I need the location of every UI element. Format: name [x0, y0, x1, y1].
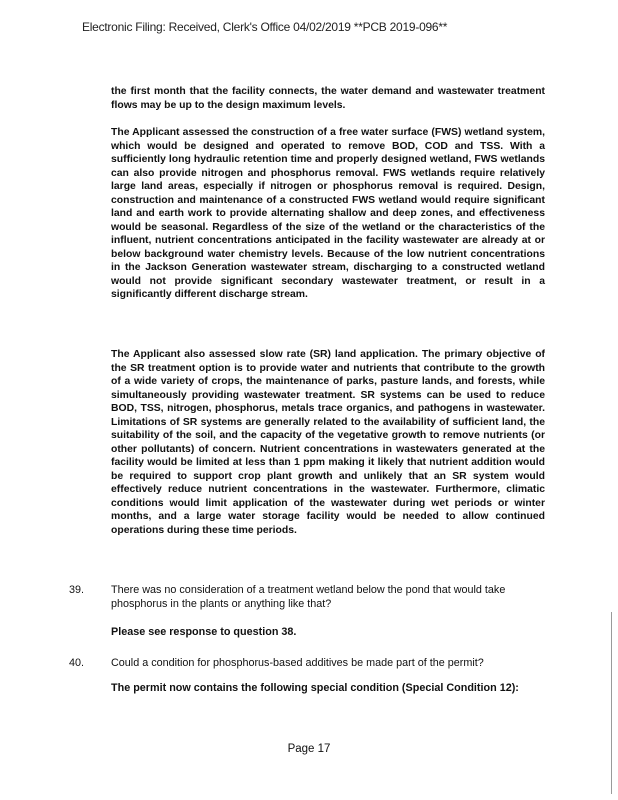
- page-number: Page 17: [287, 743, 331, 755]
- question-39-text: There was no consideration of a treatment wetland below the pond that would take phosphorus in the plants or anything like that?: [111, 584, 506, 610]
- question-40-text: Could a condition for phosphorus-based additives be made part of the permit?: [111, 657, 484, 669]
- paragraph-fws-wetland: The Applicant assessed the construction of a free water surface (FWS) wetland system, which would be designed and operated to remove BOD, COD and TSS. With a sufficiently long hydraulic retention time and properly designed wetland, FWS wetlands can also provide nitrogen and phosphorus removal. FWS wetlands require relatively large land areas, especially if nitrogen or phosphorus removal is required. Design, construction and maintenance of a constructed FWS wetland would require significant land and earth work to provide alternating shallow and deep zones, and effectiveness would be seasonal. Regardless of the size of the wetland or the characteristics of the influent, nutrient concentrations anticipated in the facility wastewater are already at or below background water chemistry levels. Because of the low nutrient concentrations in the Jackson Generation wastewater stream, discharging to a constructed wetland would not provide significant secondary wastewater treatment, or result in a significantly different discharge stream.: [111, 127, 545, 300]
- paragraph-continuation: the first month that the facility connects, the water demand and wastewater treatment flows may be up to the design maximum levels.: [111, 86, 545, 111]
- paragraph-slow-rate-land-application: The Applicant also assessed slow rate (SR) land application. The primary objective of the SR treatment option is to provide water and nutrients that contribute to the growth of a wide variety of crops, the maintenance of parks, pasture lands, and forests, while simultaneously providing wastewater treatment. SR systems can be used to reduce BOD, TSS, nitrogen, phosphorus, metals trace organics, and pathogens in wastewater. Limitations of SR systems are generally related to the availability of sufficient land, the suitability of the soil, and the capacity of the vegetative growth to remove nutrients (or other pollutants) of concern. Nutrient concentrations in wastewaters generated at the facility would be limited at less than 1 ppm making it likely that nutrient addition would be required to support crop plant growth and unlikely that an SR system would effectively reduce nutrient concentrations in the wastewater. Furthermore, climatic conditions would limit application of the wastewater during wet periods or winter months, and a large water storage facility would be needed to allow continued operations during these time periods.: [111, 349, 545, 536]
- question-39-number: 39.: [69, 584, 85, 596]
- question-39-answer: Please see response to question 38.: [111, 626, 297, 638]
- question-40-answer: The permit now contains the following special condition (Special Condition 12):: [111, 682, 519, 694]
- page-edge-line: [611, 612, 612, 794]
- filing-stamp: Electronic Filing: Received, Clerk's Office 04/02/2019 **PCB 2019-096**: [82, 20, 448, 34]
- question-40-number: 40.: [69, 657, 85, 669]
